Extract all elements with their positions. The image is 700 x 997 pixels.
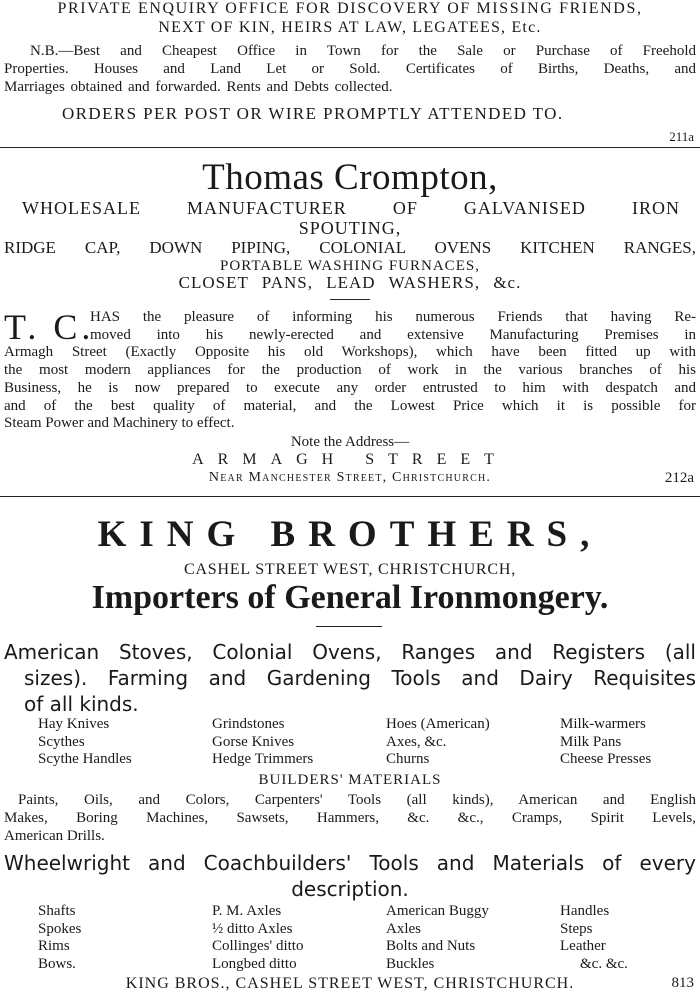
list-item: P. M. Axles xyxy=(212,903,282,919)
king-intro-line3: of all kinds. xyxy=(24,692,139,716)
king-intro-line1: American Stoves, Colonial Ovens, Ranges and Registers (all xyxy=(4,640,696,664)
list-item: Scythes xyxy=(38,733,85,750)
king-brothers-address: CASHEL STREET WEST, CHRISTCHURCH, xyxy=(183,561,517,578)
crompton-body-first xyxy=(90,309,696,344)
list-item: &c. &c. xyxy=(580,955,628,972)
crompton-body-rest xyxy=(4,344,696,433)
list-item: Longbed ditto xyxy=(212,955,297,972)
list-item: Milk-warmers xyxy=(560,716,646,732)
crompton-line2: SPOUTING, xyxy=(298,218,402,238)
list-item: Leather xyxy=(560,938,606,954)
list-item: Spokes xyxy=(38,920,82,937)
wheelwright-line2: description. xyxy=(291,877,409,901)
divider-rule xyxy=(0,496,700,497)
list-item: American Buggy xyxy=(386,903,489,919)
crompton-body-line: HAS the pleasure of informing his numerous Friends that having Re- xyxy=(90,309,696,325)
crompton-note: Note the Address— xyxy=(290,434,410,450)
king-intro-line2: sizes). Farming and Gardening Tools and Dairy Requisites xyxy=(24,666,696,690)
builders-line3: American Drills. xyxy=(4,828,105,844)
enquiry-orders-line: ORDERS PER POST OR WIRE PROMPTLY ATTENDED TO. xyxy=(62,104,564,123)
ad-reference-212a: 212a xyxy=(664,470,694,486)
list-column xyxy=(386,716,490,769)
crompton-body-line: Steam Power and Machinery to effect. xyxy=(4,415,235,432)
list-item: Axes, &c. xyxy=(386,733,447,750)
page-number: 813 xyxy=(671,975,694,991)
list-column xyxy=(560,716,651,769)
king-brothers-name: KING BROTHERS, xyxy=(97,514,603,555)
enquiry-heading-line2: NEXT OF KIN, HEIRS AT LAW, LEGATEES, Etc. xyxy=(158,19,542,36)
list-item: Bows. xyxy=(38,955,76,972)
crompton-name: Thomas Crompton, xyxy=(202,157,498,198)
list-column xyxy=(212,903,303,973)
crompton-initials: T. C. xyxy=(4,307,95,347)
enquiry-nb-line3: Marriages obtained and forwarded. Rents and Debts collected. xyxy=(4,79,393,95)
crompton-line3: RIDGE CAP, DOWN PIPING, COLONIAL OVENS KITCHEN RANGES, xyxy=(4,238,696,257)
crompton-body-line: Armagh Street (Exactly Opposite his old Workshops), which have been fitted up with xyxy=(4,344,696,361)
builders-line2: Makes, Boring Machines, Sawsets, Hammers, &c. &c., Cramps, Spirit Levels, xyxy=(4,810,696,826)
list-item: Shafts xyxy=(38,903,76,919)
list-item: Collinges' ditto xyxy=(212,938,304,954)
divider-rule xyxy=(0,147,700,148)
crompton-body-line: the most modern appliances for the production of work in the various branches of his xyxy=(4,362,696,379)
list-item: Milk Pans xyxy=(560,733,622,750)
crompton-near: Near Manchester Street, Christchurch. xyxy=(208,470,492,485)
short-divider xyxy=(330,299,370,300)
list-item: Buckles xyxy=(386,955,435,972)
list-column xyxy=(560,903,628,973)
list-column xyxy=(386,903,489,973)
ad-reference-211a: 211a xyxy=(669,129,694,144)
king-brothers-tagline: Importers of General Ironmongery. xyxy=(91,579,609,616)
list-item: Hoes (American) xyxy=(386,716,490,732)
list-item: ½ ditto Axles xyxy=(212,920,293,937)
enquiry-nb-line1: N.B.—Best and Cheapest Office in Town for the Sale or Purchase of Freehold xyxy=(30,43,696,59)
enquiry-nb-line2: Properties. Houses and Land Let or Sold. Certificates of Births, Deaths, and xyxy=(4,61,696,77)
crompton-body-line: moved into his newly-erected and extensive Manufacturing Premises in xyxy=(90,326,696,343)
list-item: Steps xyxy=(560,920,593,937)
crompton-line4: PORTABLE WASHING FURNACES, xyxy=(220,258,480,274)
list-column xyxy=(212,716,313,769)
list-item: Scythe Handles xyxy=(38,751,132,767)
wheelwright-line1: Wheelwright and Coachbuilders' Tools and Materials of every xyxy=(4,851,696,875)
list-column xyxy=(38,716,132,769)
enquiry-heading-line1: PRIVATE ENQUIRY OFFICE FOR DISCOVERY OF MISSING FRIENDS, xyxy=(57,0,643,17)
list-column xyxy=(38,903,81,973)
list-item: Cheese Presses xyxy=(560,751,652,767)
builders-materials-heading: BUILDERS' MATERIALS xyxy=(258,772,442,788)
crompton-body-line: and of the best quality of material, and the Lowest Price which it is possible for xyxy=(4,397,696,414)
list-item: Churns xyxy=(386,751,430,767)
list-item: Axles xyxy=(386,920,421,937)
crompton-line5: CLOSET PANS, LEAD WASHERS, &c. xyxy=(178,273,522,292)
list-item: Hay Knives xyxy=(38,716,110,732)
list-item: Hedge Trimmers xyxy=(212,751,314,767)
list-item: Gorse Knives xyxy=(212,733,295,750)
crompton-line1: WHOLESALE MANUFACTURER OF GALVANISED IRON xyxy=(22,198,680,218)
list-item: Rims xyxy=(38,938,70,954)
king-bros-footer: KING BROS., CASHEL STREET WEST, CHRISTCHURCH. xyxy=(125,975,575,992)
crompton-body-line: Business, he is now prepared to execute any order entrusted to him with despatch and xyxy=(4,379,696,396)
crompton-street: ARMAGH STREET xyxy=(192,451,508,468)
list-item: Bolts and Nuts xyxy=(386,938,476,954)
list-item: Handles xyxy=(560,903,610,919)
builders-line1: Paints, Oils, and Colors, Carpenters' Tools (all kinds), American and English xyxy=(18,792,696,808)
short-divider xyxy=(316,626,382,627)
list-item: Grindstones xyxy=(212,716,285,732)
